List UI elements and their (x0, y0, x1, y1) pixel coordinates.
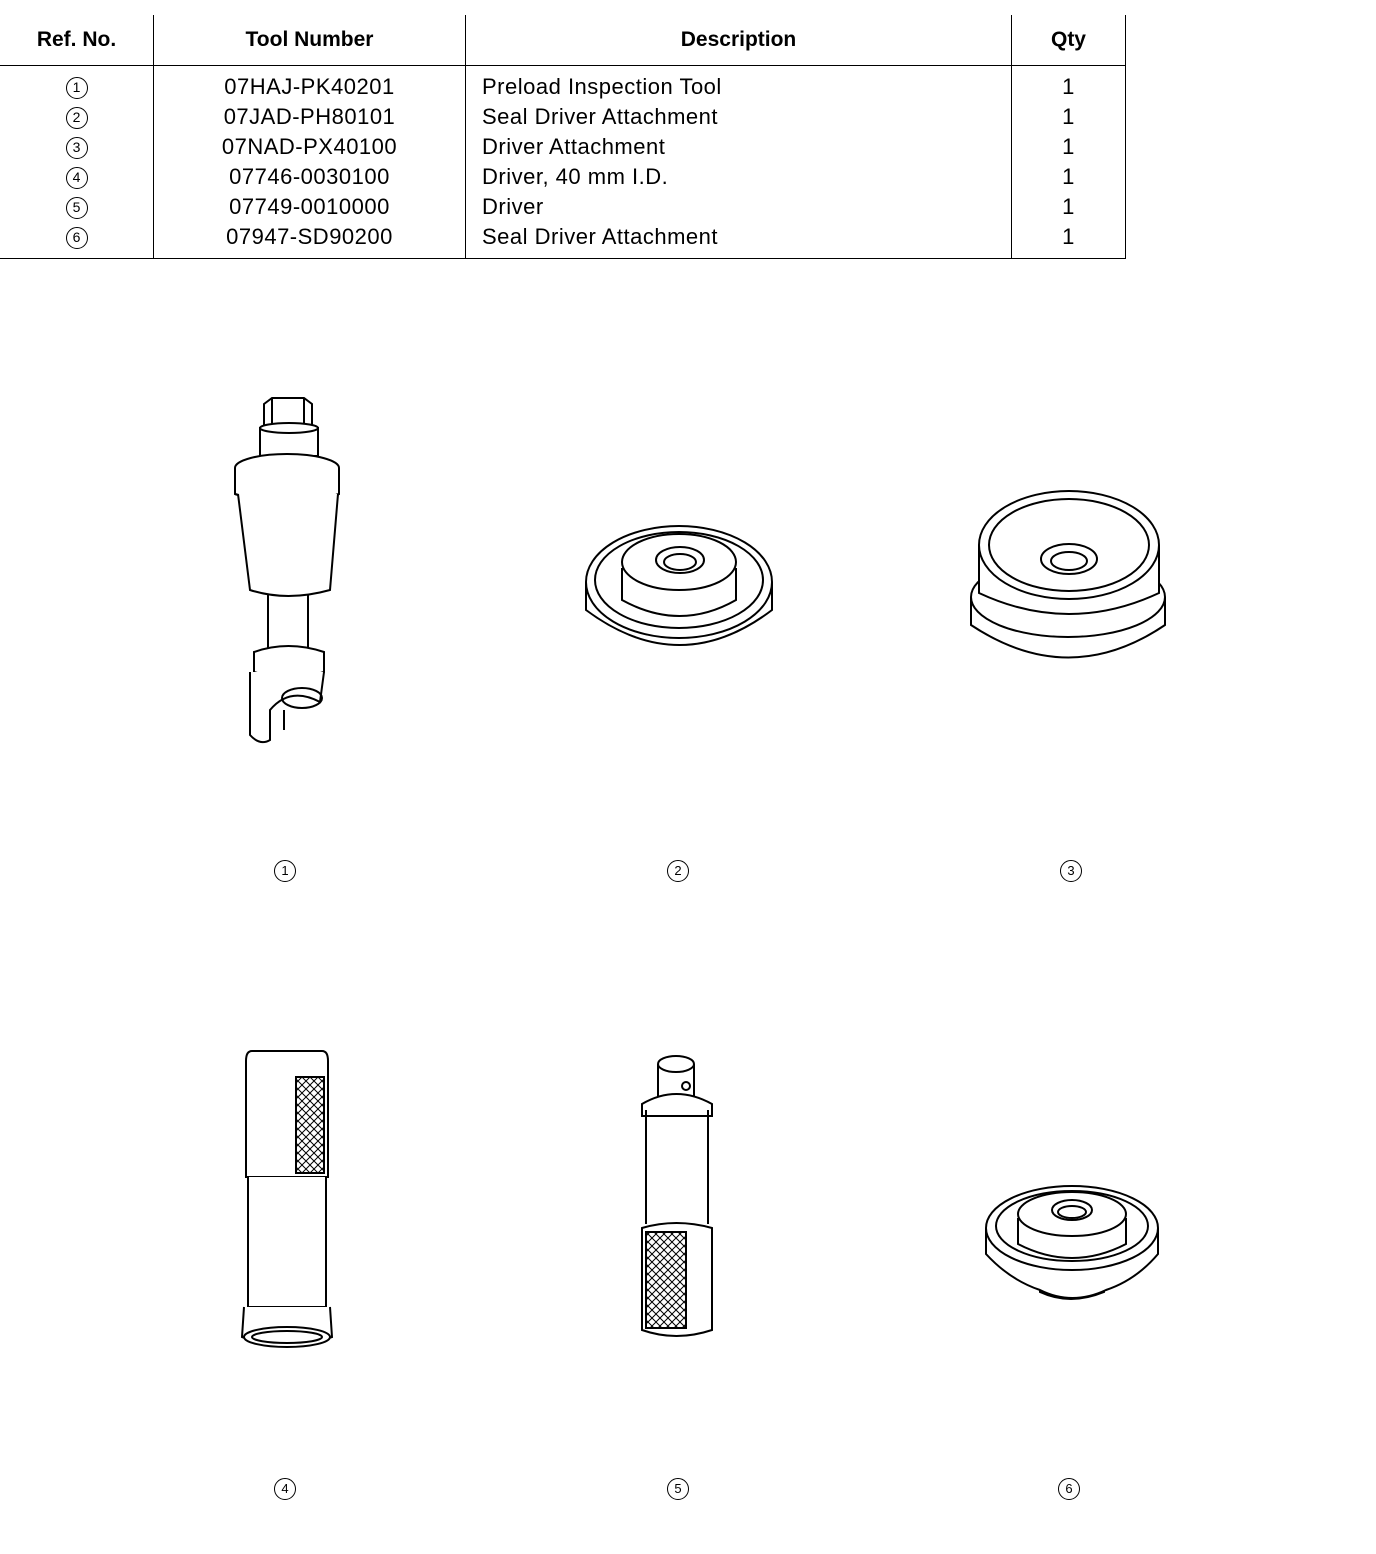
tool-number-cell: 07HAJ-PK40201 (154, 66, 466, 103)
description-cell: Preload Inspection Tool (482, 74, 722, 99)
figure-ref-2: 2 (667, 860, 689, 882)
driver-attachment-icon (965, 485, 1175, 670)
ref-number: 3 (66, 137, 88, 159)
tool-number-cell: 07NAD-PX40100 (154, 132, 466, 162)
figure-ref-1: 1 (274, 860, 296, 882)
table-row (0, 222, 1126, 259)
description-cell: Driver Attachment (482, 134, 666, 159)
ref-number: 2 (66, 107, 88, 129)
qty-cell: 1 (1012, 192, 1126, 222)
tool-number-cell: 07JAD-PH80101 (154, 102, 466, 132)
header-ref-no: Ref. No. (0, 15, 154, 66)
qty-cell: 1 (1012, 222, 1126, 259)
figure-ref-6: 6 (1058, 1478, 1080, 1500)
tool-number-cell: 07749-0010000 (154, 192, 466, 222)
table-row (0, 132, 1126, 162)
description-cell: Seal Driver Attachment (482, 224, 718, 249)
tool-number-cell: 07746-0030100 (154, 162, 466, 192)
table-row (0, 162, 1126, 192)
ref-number: 1 (66, 77, 88, 99)
driver-icon (632, 1050, 724, 1350)
ref-number: 4 (66, 167, 88, 189)
special-tools-table (0, 15, 1126, 259)
preload-inspection-tool-icon (220, 390, 360, 750)
description-cell: Driver (482, 194, 544, 219)
seal-driver-attachment-icon (580, 510, 780, 660)
header-description: Description (466, 15, 1012, 66)
table-row (0, 66, 1126, 103)
table-row (0, 102, 1126, 132)
header-tool-number: Tool Number (154, 15, 466, 66)
qty-cell: 1 (1012, 102, 1126, 132)
seal-driver-attachment-small-icon (980, 1180, 1165, 1310)
figure-ref-5: 5 (667, 1478, 689, 1500)
figure-ref-4: 4 (274, 1478, 296, 1500)
ref-number: 6 (66, 227, 88, 249)
table-row (0, 192, 1126, 222)
qty-cell: 1 (1012, 162, 1126, 192)
header-qty: Qty (1012, 15, 1126, 66)
ref-number: 5 (66, 197, 88, 219)
driver-40mm-icon (238, 1045, 338, 1360)
tool-number-cell: 07947-SD90200 (154, 222, 466, 259)
qty-cell: 1 (1012, 132, 1126, 162)
description-cell: Seal Driver Attachment (482, 104, 718, 129)
figure-ref-3: 3 (1060, 860, 1082, 882)
qty-cell: 1 (1012, 66, 1126, 103)
description-cell: Driver, 40 mm I.D. (482, 164, 669, 189)
table-header-row (0, 15, 1126, 66)
